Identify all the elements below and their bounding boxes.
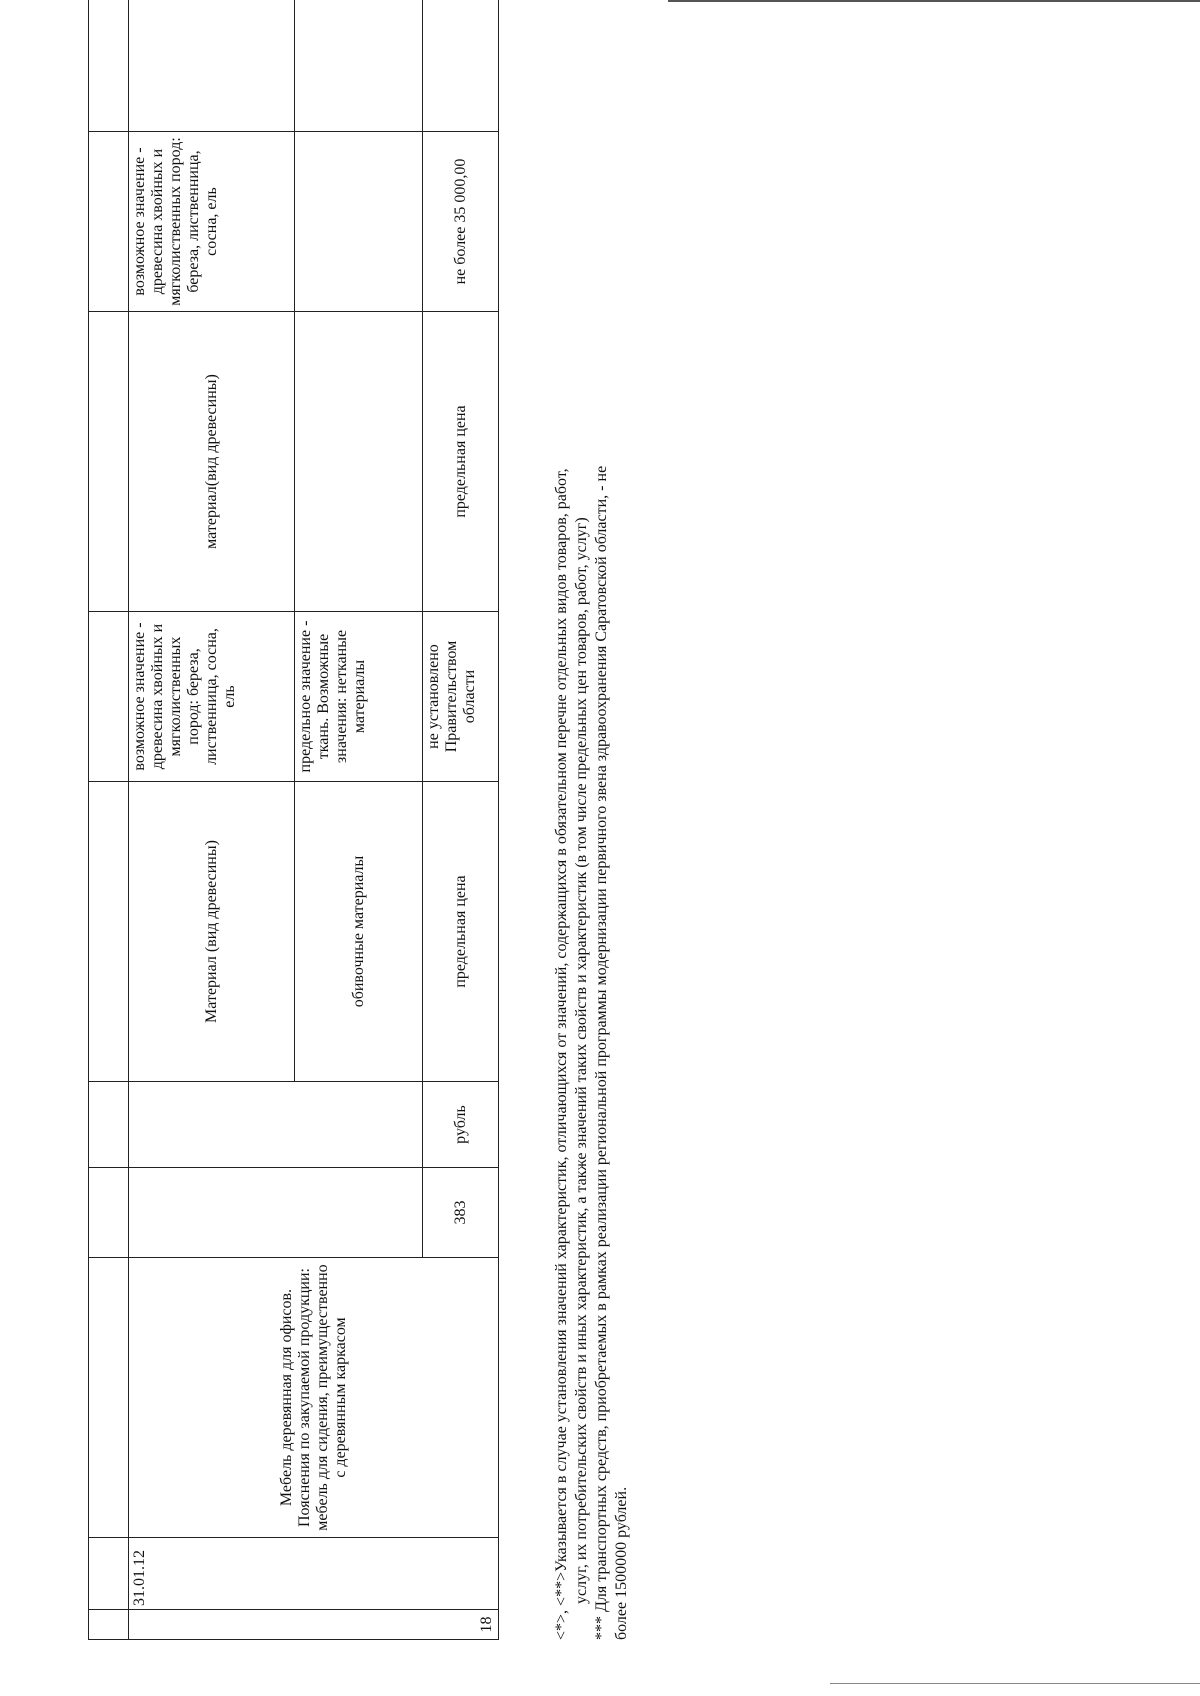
okpd-code: 31.01.12 bbox=[129, 1538, 499, 1610]
footnote-1-cont: услуг, их потребительских свойств и иных характеристик, а также значений таких свойств и характеристик (в том числе предельных цен товаров, работ, услуг) bbox=[573, 517, 590, 1604]
product-name: Мебель деревянная для офисов. Пояснения по закупаемой продукции: мебель для сидения, преимущественно с деревянным каркасом bbox=[129, 1258, 499, 1538]
characteristics-table bbox=[88, 0, 499, 1640]
table-top-row bbox=[89, 0, 129, 1640]
cell-empty bbox=[129, 1082, 423, 1168]
cell-empty bbox=[89, 312, 129, 612]
char-name-2: материал(вид древесины) bbox=[129, 312, 295, 612]
cell-empty bbox=[129, 0, 295, 132]
cell-empty bbox=[89, 1082, 129, 1168]
unit-code: 383 bbox=[423, 1168, 499, 1258]
cell-empty bbox=[89, 0, 129, 132]
cell-empty bbox=[89, 1610, 129, 1640]
footnote-1: <*>, <**>Указывается в случае установления значений характеристик, отличающихся от значений, содержащихся в обязательном перечне отдельных видов товаров, работ, bbox=[553, 468, 570, 1640]
char-value-2: не более 35 000,00 bbox=[423, 132, 499, 312]
cell-empty bbox=[89, 782, 129, 1082]
char-gov-value: предельное значение - ткань. Возможные значения: нетканые материалы bbox=[295, 612, 423, 782]
table-row bbox=[129, 0, 295, 1640]
page-edge-line-bottom bbox=[830, 1683, 1200, 1684]
char-name: Материал (вид древесины) bbox=[129, 782, 295, 1082]
cell-empty bbox=[423, 0, 499, 132]
char-name: предельная цена bbox=[423, 782, 499, 1082]
unit-name: рубль bbox=[423, 1082, 499, 1168]
footnote-2-cont: более 1500000 рублей. bbox=[613, 1486, 630, 1640]
char-gov-value: возможное значение - древесина хвойных и мягколиственных пород: береза, лиственница, сосна, ель bbox=[129, 612, 295, 782]
cell-empty bbox=[89, 1538, 129, 1610]
cell-empty bbox=[129, 1168, 423, 1258]
row-number: 18 bbox=[129, 1610, 499, 1640]
char-name-2: предельная цена bbox=[423, 312, 499, 612]
cell-empty bbox=[89, 1258, 129, 1538]
char-gov-value: не установлено Правительством области bbox=[423, 612, 499, 782]
page-edge-line-top bbox=[668, 0, 1200, 2]
footnote-2: *** Для транспортных средств, приобретаемых в рамках реализации региональной программы модернизации первичного звена здравоохранения Саратовской области, - не bbox=[593, 465, 610, 1640]
cell-empty bbox=[89, 1168, 129, 1258]
cell-empty bbox=[89, 612, 129, 782]
char-value-2 bbox=[295, 132, 423, 312]
char-name-2 bbox=[295, 312, 423, 612]
footnotes bbox=[552, 50, 632, 1640]
cell-empty bbox=[295, 0, 423, 132]
cell-empty bbox=[89, 132, 129, 312]
char-value-2: возможное значение - древесина хвойных и мягколиственных пород: береза, лиственница, сосна, ель bbox=[129, 132, 295, 312]
rotated-page bbox=[88, 0, 628, 1640]
char-name: обивочные материалы bbox=[295, 782, 423, 1082]
